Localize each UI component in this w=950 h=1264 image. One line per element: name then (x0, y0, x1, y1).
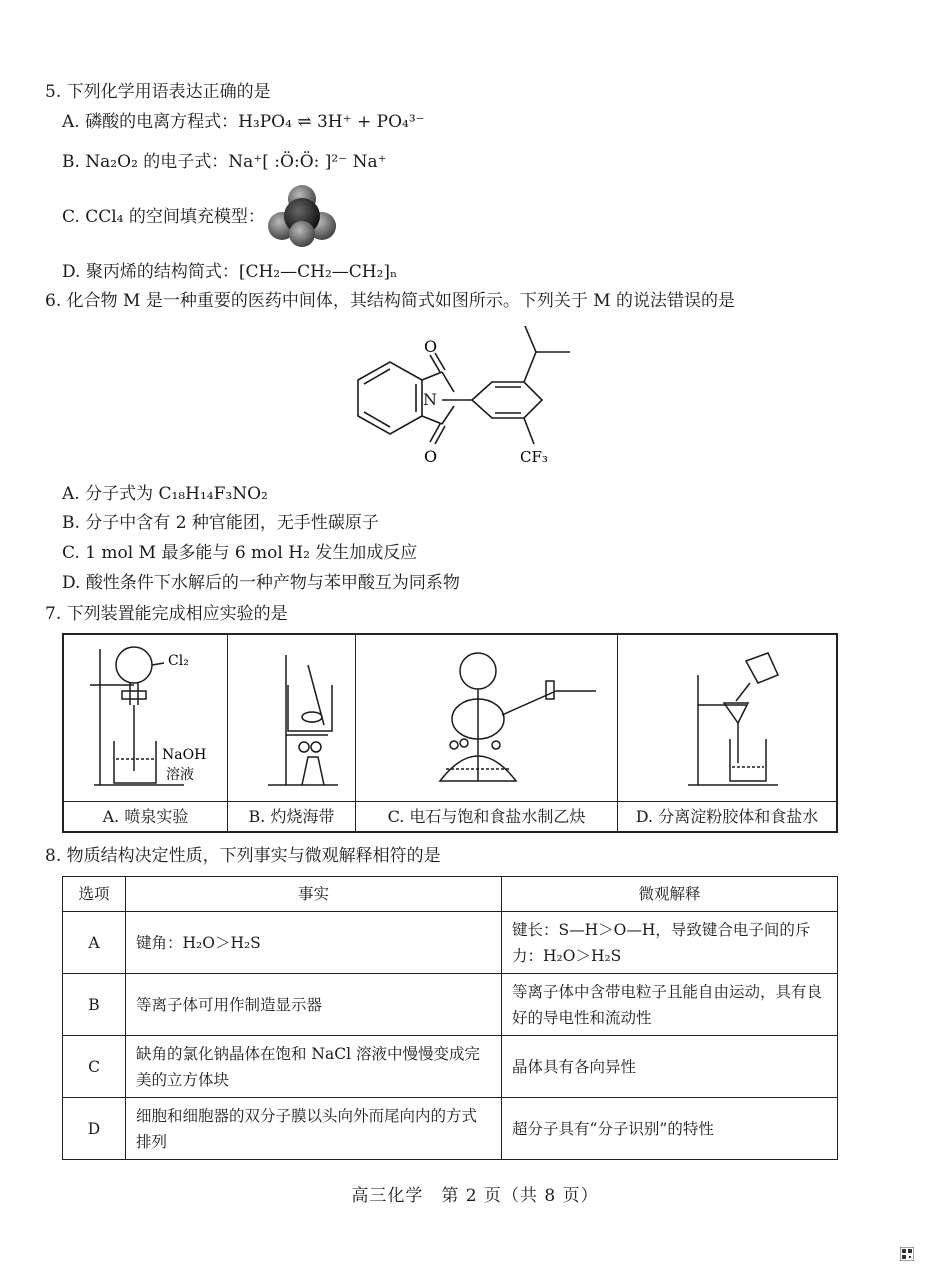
q5-option-a: A. 磷酸的电离方程式：H₃PO₄ ⇌ 3H⁺ + PO₄³⁻ (62, 112, 425, 132)
row-explanation: 等离子体中含带电粒子且能自由运动，具有良好的导电性和流动性 (502, 974, 838, 1036)
q7-stem: 7. 下列装置能完成相应实验的是 (45, 604, 288, 624)
row-explanation: 超分子具有“分子识别”的特性 (502, 1098, 838, 1160)
row-fact: 缺角的氯化钠晶体在饱和 NaCl 溶液中慢慢变成完美的立方体块 (126, 1036, 502, 1098)
caption-c: C. 电石与饱和食盐水制乙炔 (356, 801, 618, 831)
q6-stem: 6. 化合物 M 是一种重要的医药中间体，其结构简式如图所示。下列关于 M 的说法错误的是 (45, 291, 736, 311)
row-option: B (63, 974, 126, 1036)
group-cf3: CF₃ (520, 448, 548, 466)
apparatus-b (228, 635, 356, 801)
table-row (63, 1036, 838, 1098)
row-fact: 细胞和细胞器的双分子膜以头向外而尾向内的方式排列 (126, 1098, 502, 1160)
header-fact: 事实 (126, 877, 502, 912)
table-header-row (63, 877, 838, 912)
q5-option-c: C. CCl₄ 的空间填充模型： (62, 207, 265, 227)
q5-option-b: B. Na₂O₂ 的电子式：Na⁺[ :Ö:Ö: ]²⁻ Na⁺ (62, 152, 387, 172)
page-footer: 高三化学 第 2 页（共 8 页） (351, 1186, 599, 1206)
apparatus-a (64, 635, 228, 801)
header-option: 选项 (63, 877, 126, 912)
row-fact: 等离子体可用作制造显示器 (126, 974, 502, 1036)
label-cl2: Cl₂ (168, 653, 189, 669)
label-solution: 溶液 (166, 767, 194, 783)
row-explanation: 键长：S—H＞O—H，导致键合电子间的斥力：H₂O＞H₂S (502, 912, 838, 974)
caption-d: D. 分离淀粉胶体和食盐水 (618, 801, 836, 831)
table-row (63, 974, 838, 1036)
q7-apparatus-table (62, 633, 838, 833)
atom-o-top: O (424, 337, 438, 356)
table-row (63, 1098, 838, 1160)
apparatus-d (618, 635, 840, 801)
q6-option-a: A. 分子式为 C₁₈H₁₄F₃NO₂ (62, 484, 268, 504)
table-row (63, 912, 838, 974)
q8-stem: 8. 物质结构决定性质，下列事实与微观解释相符的是 (45, 846, 441, 866)
q6-option-b: B. 分子中含有 2 种官能团，无手性碳原子 (62, 513, 379, 533)
row-explanation: 晶体具有各向异性 (502, 1036, 838, 1098)
atom-o-bottom: O (424, 447, 438, 466)
row-option: C (63, 1036, 126, 1098)
compound-m-structure (320, 320, 590, 480)
header-explanation: 微观解释 (502, 877, 838, 912)
q5-option-d: D. 聚丙烯的结构简式：[CH₂—CH₂—CH₂]ₙ (62, 262, 398, 282)
ccl4-space-filling-model (262, 182, 342, 248)
q6-option-d: D. 酸性条件下水解后的一种产物与苯甲酸互为同系物 (62, 573, 460, 593)
row-option: D (63, 1098, 126, 1160)
row-option: A (63, 912, 126, 974)
q6-option-c: C. 1 mol M 最多能与 6 mol H₂ 发生加成反应 (62, 543, 418, 563)
qr-code-icon (900, 1247, 914, 1261)
atom-n: N (423, 390, 437, 409)
row-fact: 键角：H₂O＞H₂S (126, 912, 502, 974)
q5-stem: 5. 下列化学用语表达正确的是 (45, 82, 271, 102)
caption-b: B. 灼烧海带 (228, 801, 356, 831)
label-naoh: NaOH (162, 747, 207, 763)
apparatus-c (356, 635, 618, 801)
q8-table (62, 876, 838, 1160)
caption-a: A. 喷泉实验 (64, 801, 228, 831)
